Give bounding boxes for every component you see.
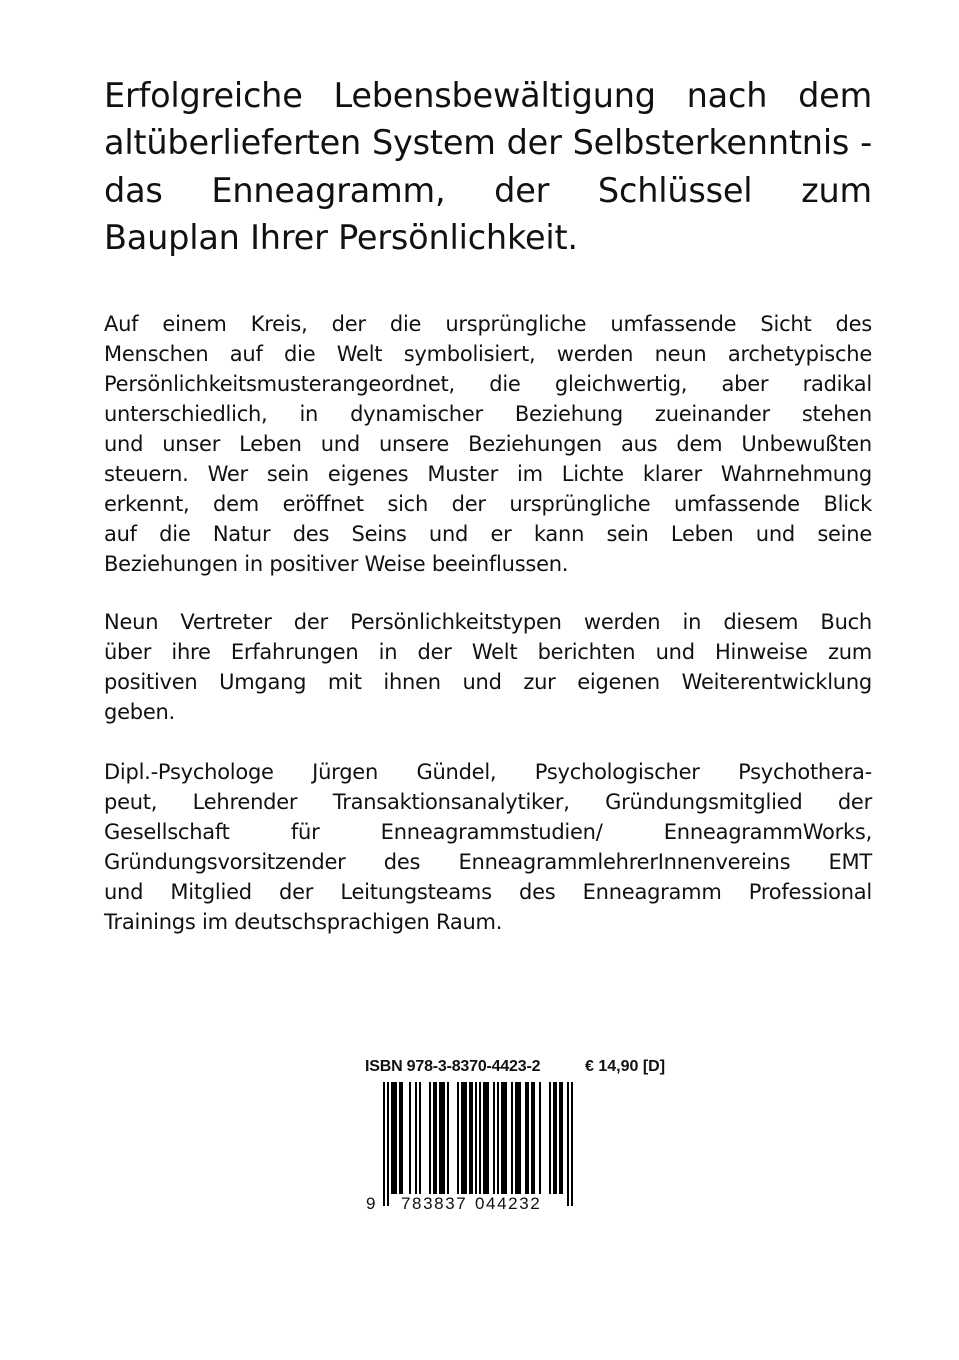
description-paragraph [104,309,872,579]
headline [104,72,872,261]
text-line: peut, Lehrender Transaktionsanalytiker, Gründungsmitglied der [104,790,872,814]
text-line: Gründungsvorsitzender des EnneagrammlehrerInnenvereins EMT [104,850,872,874]
barcode-bar [525,1082,529,1194]
text-line: über ihre Erfahrungen in der Welt berichten und Hinweise zum [104,640,872,664]
isbn-block [363,1058,683,1228]
text-line: und Mitglied der Leitungsteams des Enneagramm Professional [104,880,872,904]
barcode-guard-bar [387,1082,389,1206]
text-line: Neun Vertreter der Persönlichkeitstypen werden in diesem Buch [104,610,872,634]
text-line: Trainings im deutschsprachigen Raum. [104,910,503,934]
text-line: Beziehungen in positiver Weise beeinflussen. [104,552,569,576]
barcode-bar [493,1082,495,1194]
headline-line: Bauplan Ihrer Persönlichkeit. [104,217,578,257]
barcode-right-digits: 044232 [475,1194,542,1213]
barcode-first-digit: 9 [366,1194,376,1213]
barcode-bar [553,1082,557,1194]
text-line: steuern. Wer sein eigenes Muster im Lichte klarer Wahrnehmung [104,462,872,486]
text-line: Menschen auf die Welt symbolisiert, werden neun archetypische [104,342,872,366]
content-paragraph [104,607,872,727]
barcode-bar [515,1082,521,1194]
author-bio-paragraph [104,757,872,937]
barcode-bar [447,1082,449,1194]
barcode-bar [399,1082,403,1194]
barcode-bar [419,1082,421,1194]
barcode-bar [511,1082,513,1194]
price-label: € 14,90 [D] [585,1058,666,1075]
barcode-guard-bar [567,1082,569,1206]
barcode-left-digits: 783837 [401,1194,468,1213]
text-line: Gesellschaft für Enneagrammstudien/ EnneagrammWorks, [104,820,872,844]
barcode-bar [501,1082,507,1194]
text-line: erkennt, dem eröffnet sich der ursprüngliche umfassende Blick [104,492,872,516]
barcode-bar [469,1082,473,1194]
headline-line: altüberlieferten System der Selbsterkenntnis - [104,123,872,163]
barcode-guard-bar [571,1082,573,1206]
barcode-bar [539,1082,541,1194]
barcode-bar [391,1082,397,1194]
barcode-bar [457,1082,459,1194]
barcode-guard-bar [383,1082,385,1206]
text-line: geben. [104,700,175,724]
text-line: auf die Natur des Seins und er kann sein Leben und seine [104,522,872,546]
text-line: Auf einem Kreis, der die ursprüngliche umfassende Sicht des [104,312,872,336]
headline-line: Erfolgreiche Lebensbewältigung nach dem [104,76,872,115]
text-line: Dipl.-Psychologe Jürgen Gündel, Psychologischer Psychothera- [104,760,872,784]
text-line: unterschiedlich, in dynamischer Beziehung zueinander stehen [104,402,872,426]
barcode-bar [409,1082,411,1194]
barcode-bar [415,1082,417,1194]
barcode-guard-bar [479,1082,481,1206]
barcode-bar [497,1082,499,1194]
barcode-guard-bar [475,1082,477,1206]
barcode-bar [429,1082,431,1194]
barcode-bar [549,1082,551,1194]
headline-line: das Enneagramm, der Schlüssel zum [104,170,872,210]
text-line: positiven Umgang mit ihnen und zur eigenen Weiterentwicklung [104,670,872,694]
barcode-bar [559,1082,563,1194]
isbn-label: ISBN 978-3-8370-4423-2 [365,1058,541,1075]
barcode-bar [531,1082,535,1194]
text-line: und unser Leben und unsere Beziehungen aus dem Unbewußten [104,432,872,456]
barcode-bar [461,1082,467,1194]
barcode-bar [439,1082,445,1194]
barcode-bar [483,1082,489,1194]
text-line: Persönlichkeitsmusterangeordnet, die gleichwertig, aber radikal [104,372,872,396]
barcode-bar [433,1082,437,1194]
